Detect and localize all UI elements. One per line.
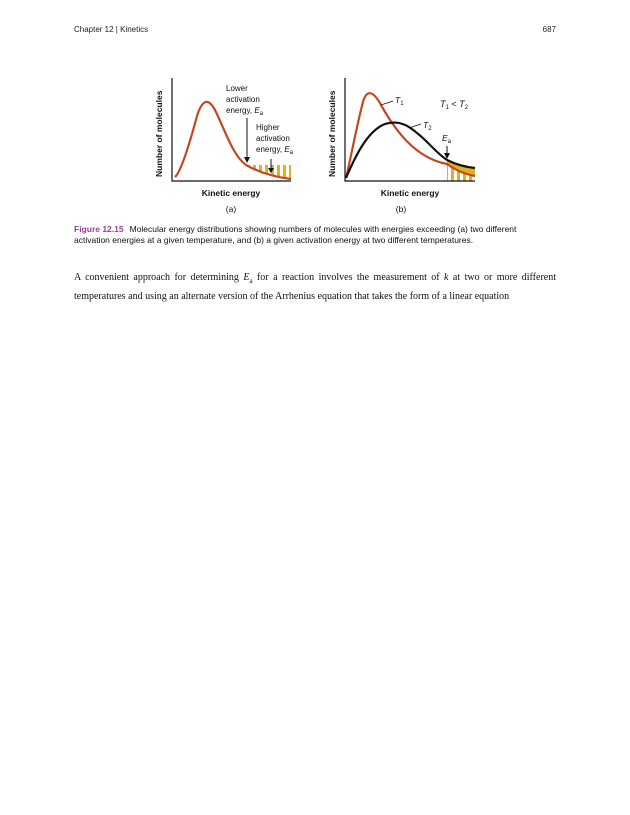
figure-12-15 (145, 72, 485, 220)
figure-caption (74, 224, 554, 246)
x-axis-label-b: Kinetic energy (380, 188, 440, 198)
panel-label-b: (b) (395, 204, 407, 214)
lower-ea-arrowhead (244, 157, 250, 163)
t1-leader (381, 101, 393, 105)
page-number: 687 (542, 25, 556, 34)
panel-a (154, 78, 294, 214)
panel-b (327, 78, 475, 214)
lower-ea-annotation: Lower activation energy, $E_a$ (226, 84, 263, 117)
caption-text: Molecular energy distributions showing numbers of molecules with energies exceeding (a) two different activation energies at a given temperature, and (b) a given activation energy at two different temperatures. (74, 224, 517, 245)
t2-leader (409, 124, 421, 128)
ea-label-b: $E_a$ (442, 133, 452, 145)
body-paragraph: A convenient approach for determining $E_a$ for a reaction involves the measurement of k at two or more different temperatures and using an alternate version of the Arrhenius equation that takes the form of a linear equation (74, 272, 556, 302)
x-axis-label-a: Kinetic energy (201, 188, 261, 198)
t2-label: $T_2$ (423, 120, 432, 132)
temperature-relation: $T_1 < T_2$ (440, 99, 468, 111)
higher-ea-annotation: Higher activation energy, $E_a$ (256, 123, 293, 156)
panel-label-a: (a) (225, 204, 237, 214)
y-axis-label-b: Number of molecules (327, 90, 337, 177)
running-header-chapter: Chapter 12 | Kinetics (74, 25, 149, 34)
y-axis-label-a: Number of molecules (154, 90, 164, 177)
figure-number: Figure 12.15 (74, 224, 124, 234)
t1-label: $T_1$ (395, 95, 404, 107)
